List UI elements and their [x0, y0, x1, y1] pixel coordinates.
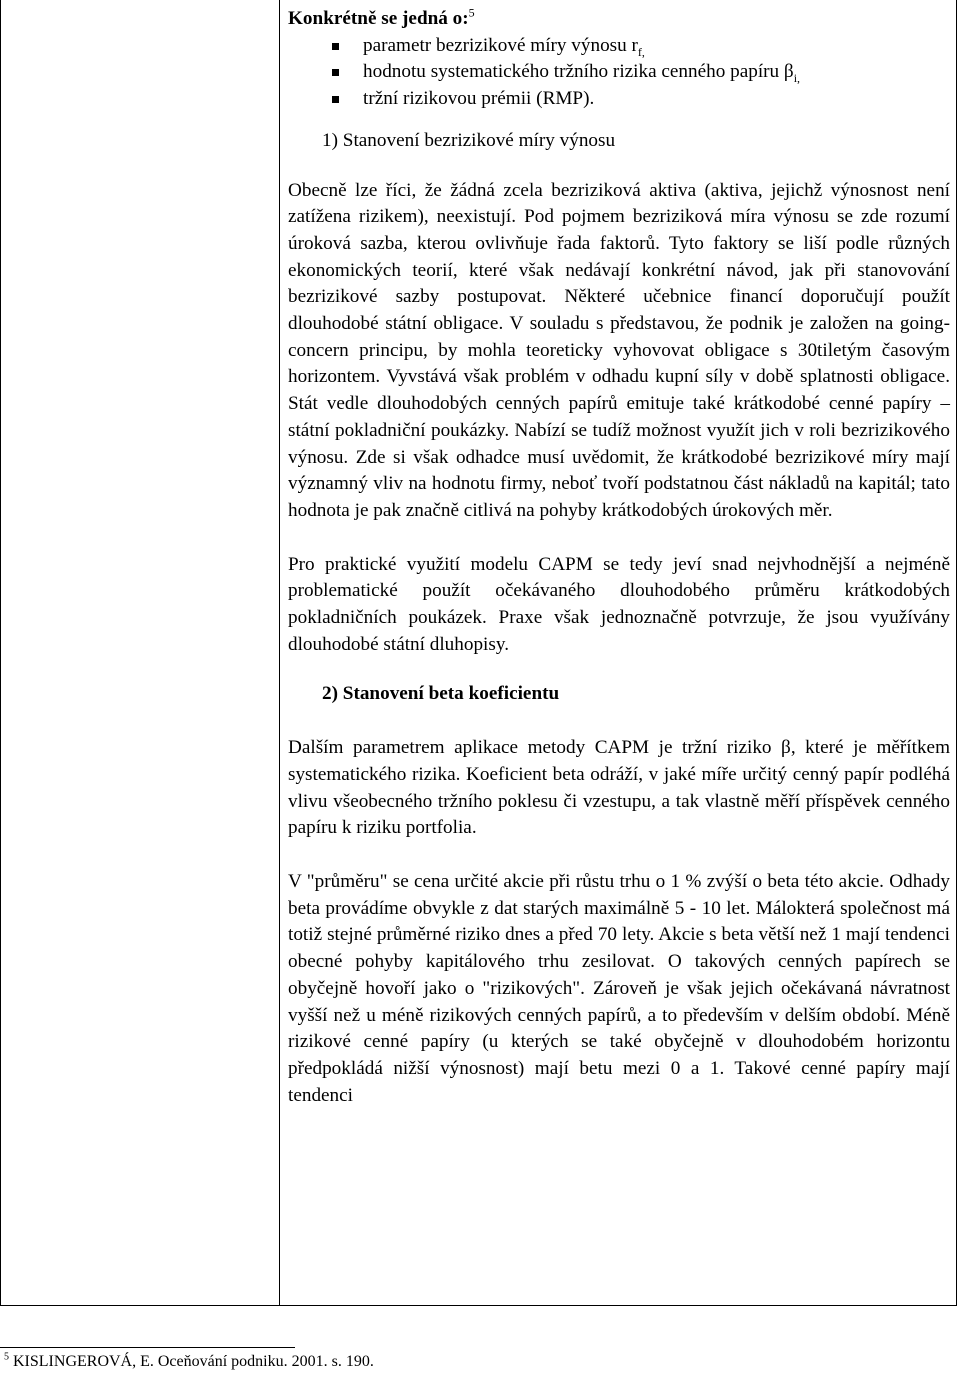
- paragraph-capm-practice: Pro praktické využití modelu CAPM se tedy jeví snad nejvhodnější a nejméně problematické použít očekávaného dlouhodobého průměru krátkodobých pokladničních poukázek. Praxe však jednoznačně potvrzuje, že jsou využívány dlouhodobé státní dluhopisy.: [288, 553, 950, 655]
- section-heading-1: 1) Stanovení bezrizikové míry výnosu: [322, 129, 616, 151]
- bottom-border: [0, 1305, 957, 1306]
- square-bullet-icon: [332, 69, 339, 76]
- intro-heading: [288, 6, 950, 33]
- section-heading-2: 2) Stanovení beta koeficientu: [322, 683, 560, 705]
- main-content: [288, 6, 950, 1109]
- subscript: i,: [793, 71, 801, 86]
- paragraph-risk-free-rate: Obecně lze říci, že žádná zcela bezriziková aktiva (aktiva, jejichž výnosnost není zatížena rizikem), neexistují. Pod pojmem bezriziková míra výnosu se zde rozumí úroková sazba, kterou ovlivňuje řada faktorů. Tyto faktory se liší podle různých ekonomických teorií, které však nedávají konkrétní návod, jak při stanovování bezrizikové sazby postupovat. Některé učebnice financí doporučují použít dlouhodobé státní obligace. V souladu s představou, že podnik je založen na going-concern principu, by mohla teoreticky vyhovovat obligace s 30tiletým časovým horizontem. Vyvstává však problém v odhadu kupní síly v době splatnosti obligace. Stát vedle dlouhodobých cenných papírů emituje také krátkodobé cenné papíry – státní pokladniční poukázky. Nabízí se tudíž možnost využít jich v roli bezrizikového výnosu. Zde si však odhadce musí uvědomit, že krátkodobé bezrizikové míry mají významný vliv na hodnotu firmy, neboť tvoří podstatnou část nákladů na kapitál; tato hodnota je pak značně citlivá na pohyby krátkodobých úrokových měr.: [288, 179, 950, 521]
- square-bullet-icon: [332, 96, 339, 103]
- list-item-text: tržní rizikovou prémii (RMP).: [363, 88, 595, 110]
- list-item: [288, 33, 950, 60]
- paragraph-beta-definition: Dalším parametrem aplikace metody CAPM je tržní riziko β, které je měřítkem systematického rizika. Koeficient beta odráží, v jaké míře určitý cenný papír podléhá vlivu všeobecného tržního poklesu či vzestupu, a tak vlastně měří příspěvek cenného papíru k riziku portfolia.: [288, 737, 950, 839]
- paragraph-beta-average: V "průměru" se cena určité akcie při růstu trhu o 1 % zvýší o beta této akcie. Odhady beta provádíme obvykle z dat starých maximálně 5 - 10 let. Málokterá společnost má totiž stejné průměrné riziko dnes a před 70 lety. Akcie s beta větší než 1 mají tendenci obecné pohyby kapitálového trhu zesilovat. O takových cenných papírech se obyčejně hovoří jako o "rizikových". Zároveň je však jejich očekávaná návratnost vyšší než u méně rizikových cenných papírů, a to především v delším období. Méně rizikové cenné papíry (u kterých se také obyčejně v dlouhodobém horizontu předpokládá nižší výnosnost) mají betu mezi 0 a 1. Takové cenné papíry mají tendenci: [288, 870, 950, 1106]
- left-border: [0, 0, 1, 1306]
- list-item-text: hodnotu systematického tržního rizika cenného papíru β: [363, 61, 794, 83]
- right-border: [956, 0, 957, 1306]
- subscript: f,: [637, 44, 645, 59]
- footnote: [4, 1352, 374, 1372]
- footnote-separator: [0, 1347, 295, 1348]
- intro-label: Konkrétně se jedná o:: [288, 8, 469, 29]
- parameter-list: [288, 33, 950, 113]
- footnote-text: KISLINGEROVÁ, E. Oceňování podniku. 2001. s. 190.: [13, 1353, 374, 1370]
- list-item: [288, 59, 950, 86]
- footnote-reference: 5: [468, 5, 475, 20]
- list-item-text: parametr bezrizikové míry výnosu r: [363, 34, 638, 56]
- square-bullet-icon: [332, 43, 339, 50]
- column-divider: [279, 0, 280, 1306]
- footnote-number: 5: [4, 1351, 9, 1363]
- list-item: [288, 86, 950, 113]
